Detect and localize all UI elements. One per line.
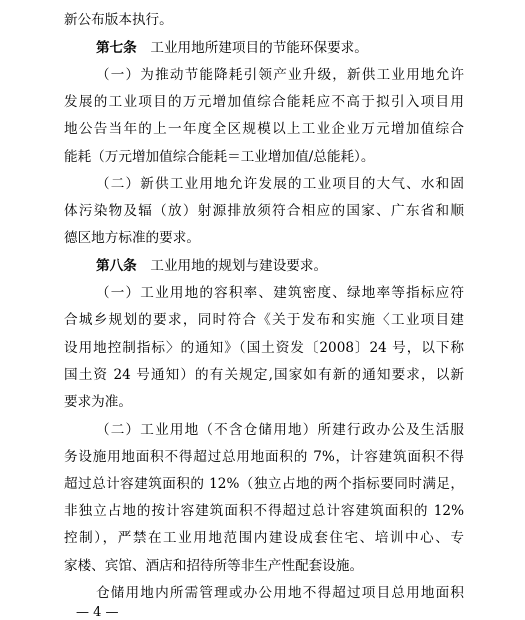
text-line: 新公布版本执行。: [64, 12, 173, 28]
text-line: 德区地方标准的要求。: [64, 230, 200, 246]
text-line: 合城乡规划的要求，同时符合《关于发布和实施〈工业项目建: [64, 312, 464, 328]
text-line: 超过总计容建筑面积的 12%（独立占地的两个指标要同时满足，: [64, 476, 464, 492]
text-line: 能耗（万元增加值综合能耗＝工业增加值/总能耗）。: [64, 149, 375, 165]
article-title: 工业用地所建项目的节能环保要求。: [136, 40, 368, 56]
text-line: （一）为推动节能降耗引领产业升级，新供工业用地允许: [96, 67, 464, 83]
text-line: 非独立占地的按计容建筑面积不得超过总计容建筑面积的 12%: [64, 503, 464, 519]
text-line: 要求为准。: [64, 394, 132, 410]
text-line: 家楼、宾馆、酒店和招待所等非生产性配套设施。: [64, 558, 364, 574]
text-line: 发展的工业项目的万元增加值综合能耗应不高于拟引入项目用: [64, 94, 464, 110]
article-title: 工业用地的规划与建设要求。: [136, 258, 328, 274]
article-number: 第八条: [96, 258, 137, 274]
text-line: 国土资 24 号通知）的有关规定,国家如有新的通知要求，以新: [64, 367, 464, 383]
text-line: 地公告当年的上一年度全区规模以上工业企业万元增加值综合: [64, 121, 464, 137]
article-heading: [96, 256, 464, 276]
text-line: （一）工业用地的容积率、建筑密度、绿地率等指标应符: [96, 285, 464, 301]
text-line: 控制），严禁在工业用地范围内建设成套住宅、培训中心、专: [64, 530, 464, 546]
article-number: 第七条: [96, 40, 137, 56]
text-line: （二）工业用地（不含仓储用地）所建行政办公及生活服: [96, 422, 464, 438]
text-line: （二）新供工业用地允许发展的工业项目的大气、水和固: [96, 176, 464, 192]
text-line: 务设施用地面积不得超过总用地面积的 7%，计容建筑面积不得: [64, 449, 464, 465]
text-line: 仓储用地内所需管理或办公用地不得超过项目总用地面积: [96, 585, 464, 601]
text-line: 体污染物及辐（放）射源排放须符合相应的国家、广东省和顺: [64, 203, 464, 219]
text-line: 设用地控制指标〉的通知》（国土资发〔2008〕24 号，以下称: [64, 340, 464, 356]
page-number: — 4 —: [76, 605, 119, 620]
article-heading: [96, 38, 464, 58]
